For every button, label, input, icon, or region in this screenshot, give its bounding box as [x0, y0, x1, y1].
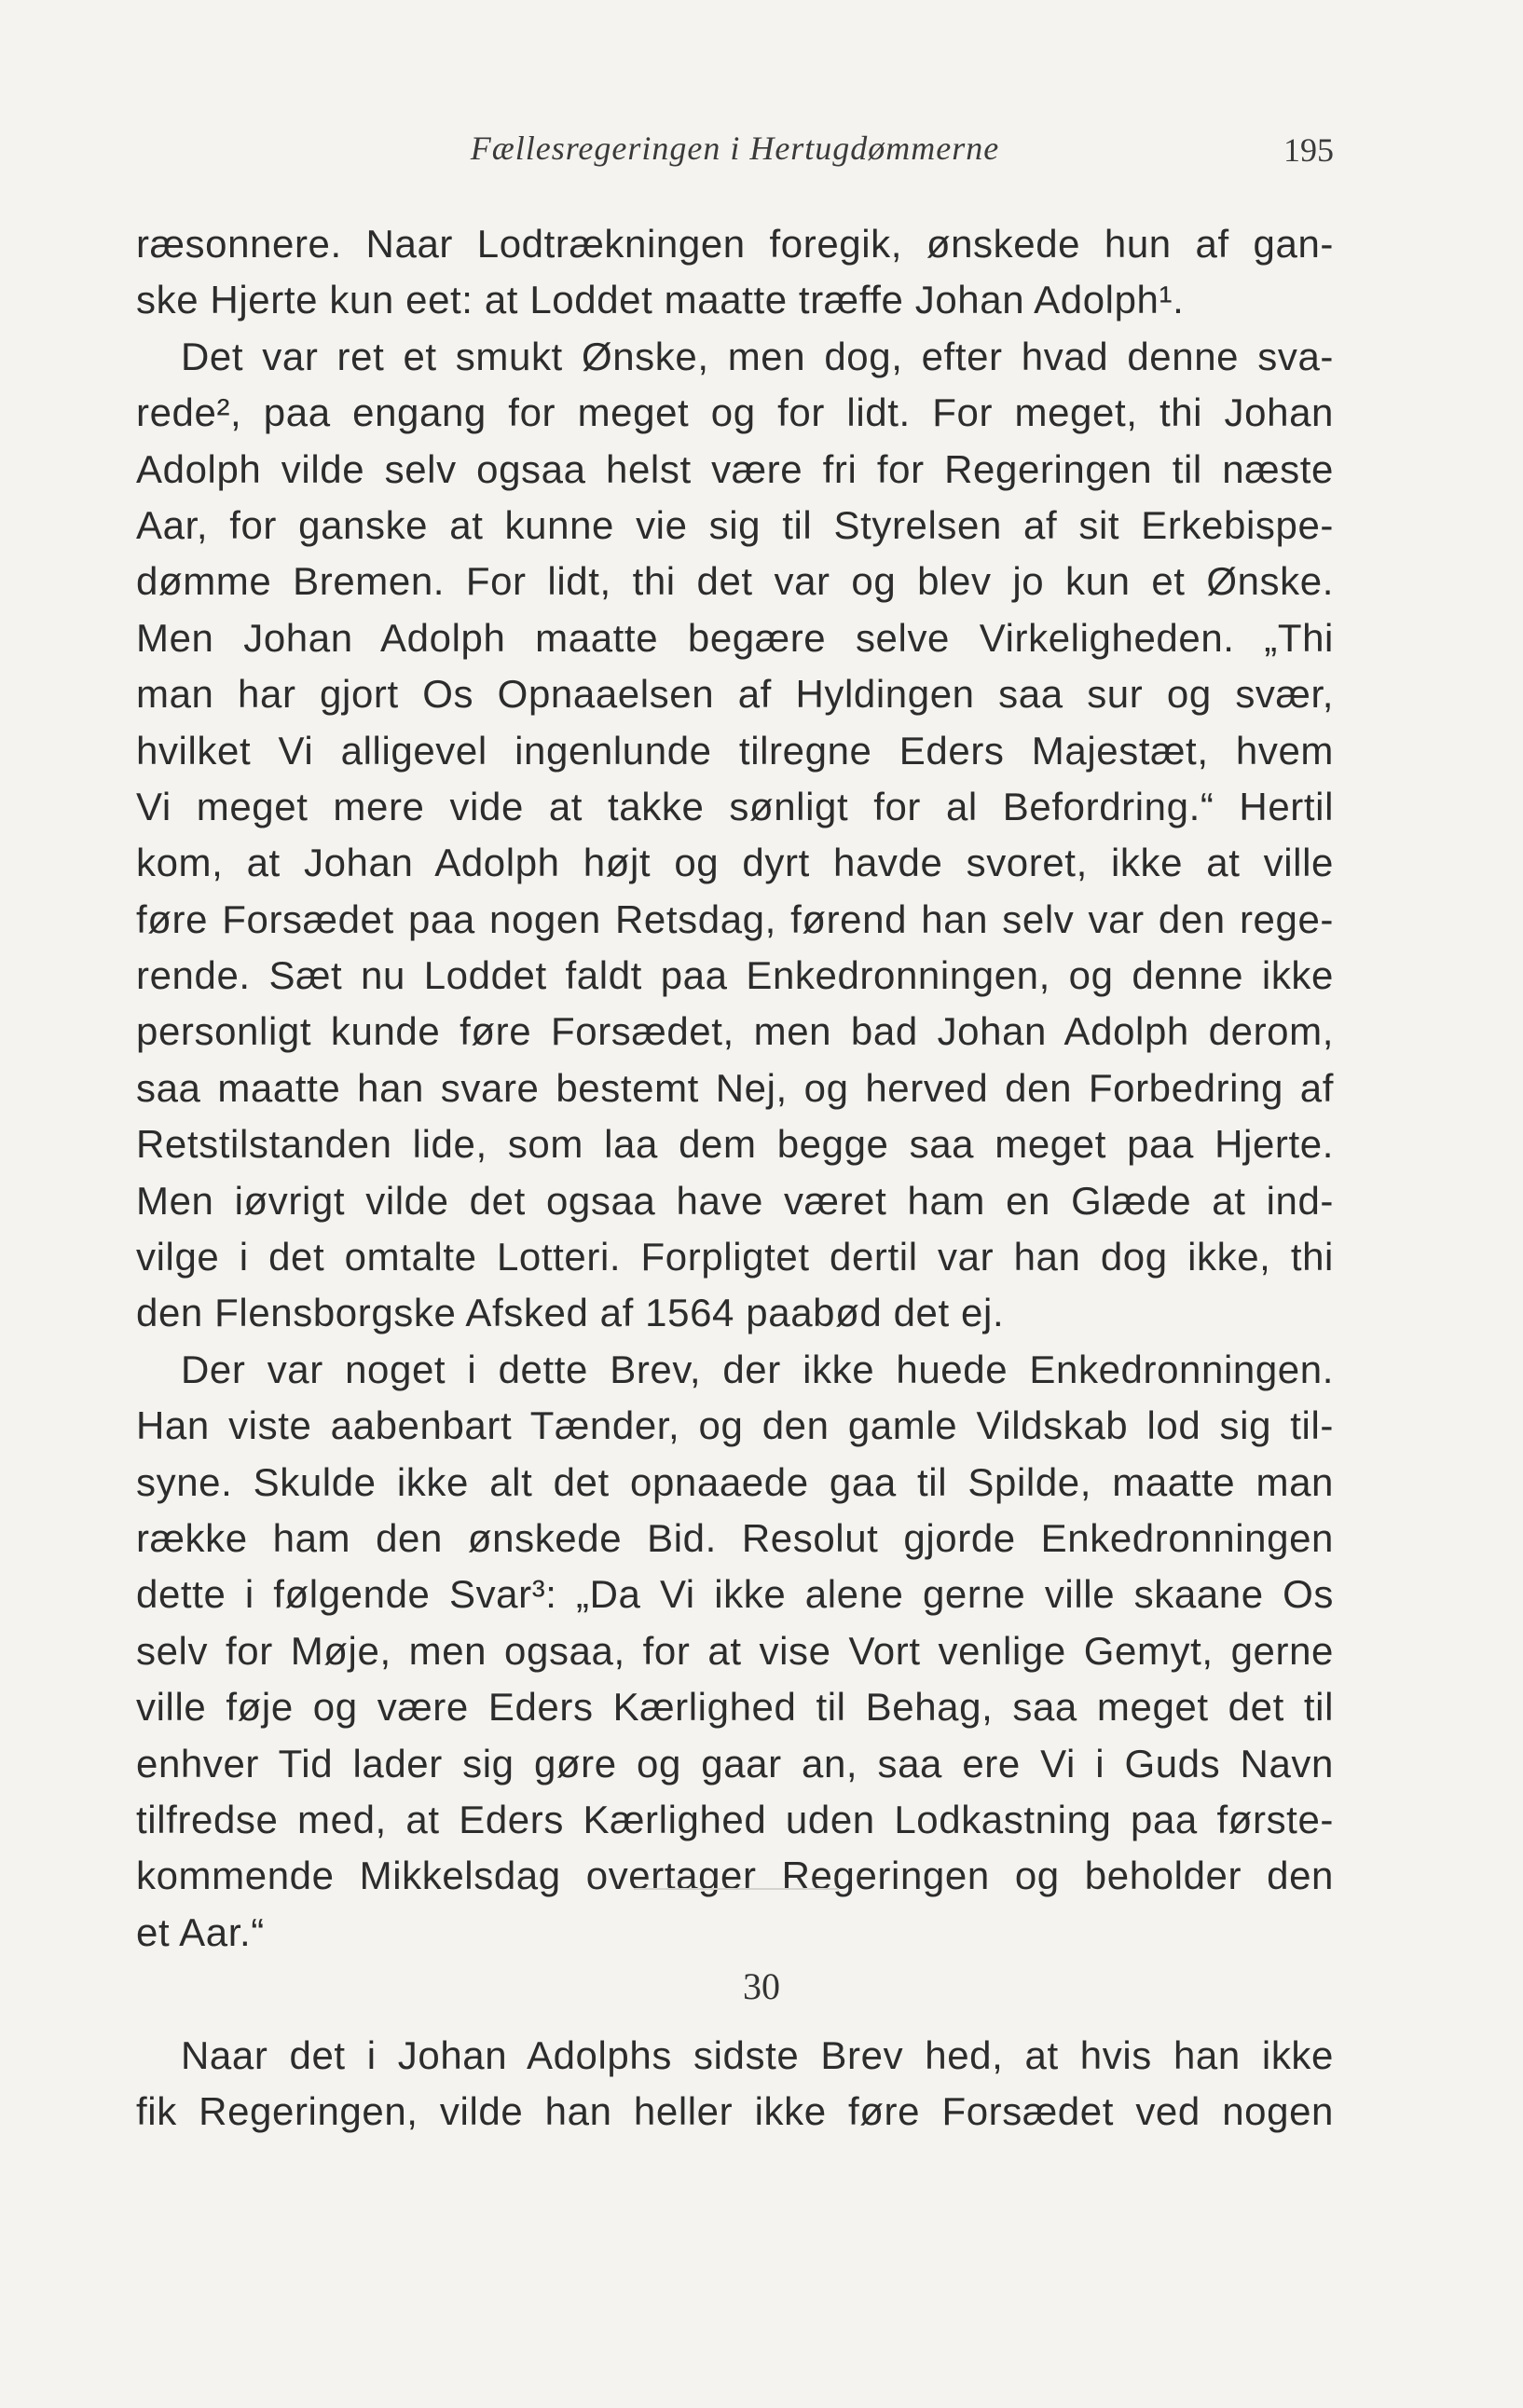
text-line: Han viste aabenbart Tænder, og den gamle Vildskab lod sig til- [136, 1403, 1334, 1448]
text-line: hvilket Vi alligevel ingenlunde tilregne Eders Majestæt, hvem [136, 728, 1334, 773]
text-line: rede², paa engang for meget og for lidt. For meget, thi Johan [136, 390, 1334, 435]
text-line: saa maatte han svare bestemt Nej, og herved den Forbedring af [136, 1065, 1334, 1110]
text-line: Men Johan Adolph maatte begære selve Virkeligheden. „Thi [136, 615, 1334, 660]
text-line: kommende Mikkelsdag overtager Regeringen og beholder den [136, 1854, 1334, 1898]
text-line: den Flensborgske Afsked af 1564 paabød det ej. [136, 1291, 1005, 1335]
body-text [136, 216, 1334, 1961]
text-line: Det var ret et smukt Ønske, men dog, efter hvad denne sva- [181, 334, 1334, 378]
section-divider [634, 1888, 839, 1890]
text-line: vilge i det omtalte Lotteri. Forpligtet dertil var han dog ikke, thi [136, 1235, 1334, 1279]
text-line: række ham den ønskede Bid. Resolut gjorde Enkedronningen [136, 1515, 1334, 1560]
text-line: Aar, for ganske at kunne vie sig til Styrelsen af sit Erkebispe- [136, 502, 1334, 547]
text-line: syne. Skulde ikke alt det opnaaede gaa til Spilde, maatte man [136, 1459, 1334, 1504]
text-line: et Aar.“ [136, 1909, 265, 1954]
text-line: enhver Tid lader sig gøre og gaar an, saa ere Vi i Guds Navn [136, 1741, 1334, 1785]
text-line: Retstilstanden lide, som laa dem begge saa meget paa Hjerte. [136, 1122, 1334, 1167]
text-line: Naar det i Johan Adolphs sidste Brev hed, at hvis han ikke [181, 2033, 1334, 2077]
text-line: ville føje og være Eders Kærlighed til Behag, saa meget det til [136, 1685, 1334, 1730]
section-number: 30 [743, 1965, 780, 2007]
text-line: Adolph vilde selv ogsaa helst være fri for Regeringen til næste [136, 446, 1334, 491]
page-number: 195 [1283, 131, 1334, 169]
text-line: selv for Møje, men ogsaa, for at vise Vort venlige Gemyt, gerne [136, 1628, 1334, 1673]
running-title: Fællesregeringen i Hertugdømmerne [470, 130, 1000, 167]
text-line: Vi meget mere vide at takke sønligt for al Befordring.“ Hertil [136, 784, 1334, 828]
text-line: Men iøvrigt vilde det ogsaa have været ham en Glæde at ind- [136, 1178, 1334, 1223]
text-line: personligt kunde føre Forsædet, men bad Johan Adolph derom, [136, 1009, 1334, 1054]
text-line: fik Regeringen, vilde han heller ikke føre Forsædet ved nogen [136, 2089, 1334, 2134]
text-line: tilfredse med, at Eders Kærlighed uden Lodkastning paa første- [136, 1797, 1334, 1841]
text-line: rende. Sæt nu Loddet faldt paa Enkedronningen, og denne ikke [136, 953, 1334, 998]
text-line: føre Forsædet paa nogen Retsdag, førend han selv var den rege- [136, 896, 1334, 941]
text-line: dette i følgende Svar³: „Da Vi ikke alene gerne ville skaane Os [136, 1572, 1334, 1617]
text-line: kom, at Johan Adolph højt og dyrt havde svoret, ikke at ville [136, 841, 1334, 885]
text-line: dømme Bremen. For lidt, thi det var og blev jo kun et Ønske. [136, 559, 1334, 604]
text-line: man har gjort Os Opnaaelsen af Hyldingen saa sur og svær, [136, 672, 1334, 717]
text-line: Der var noget i dette Brev, der ikke huede Enkedronningen. [181, 1347, 1334, 1391]
section-text [136, 2028, 1334, 2141]
text-line: ræsonnere. Naar Lodtrækningen foregik, ønskede hun af gan- [136, 222, 1334, 266]
page-header [136, 129, 1334, 185]
text-line: ske Hjerte kun eet: at Loddet maatte træffe Johan Adolph¹. [136, 278, 1185, 322]
